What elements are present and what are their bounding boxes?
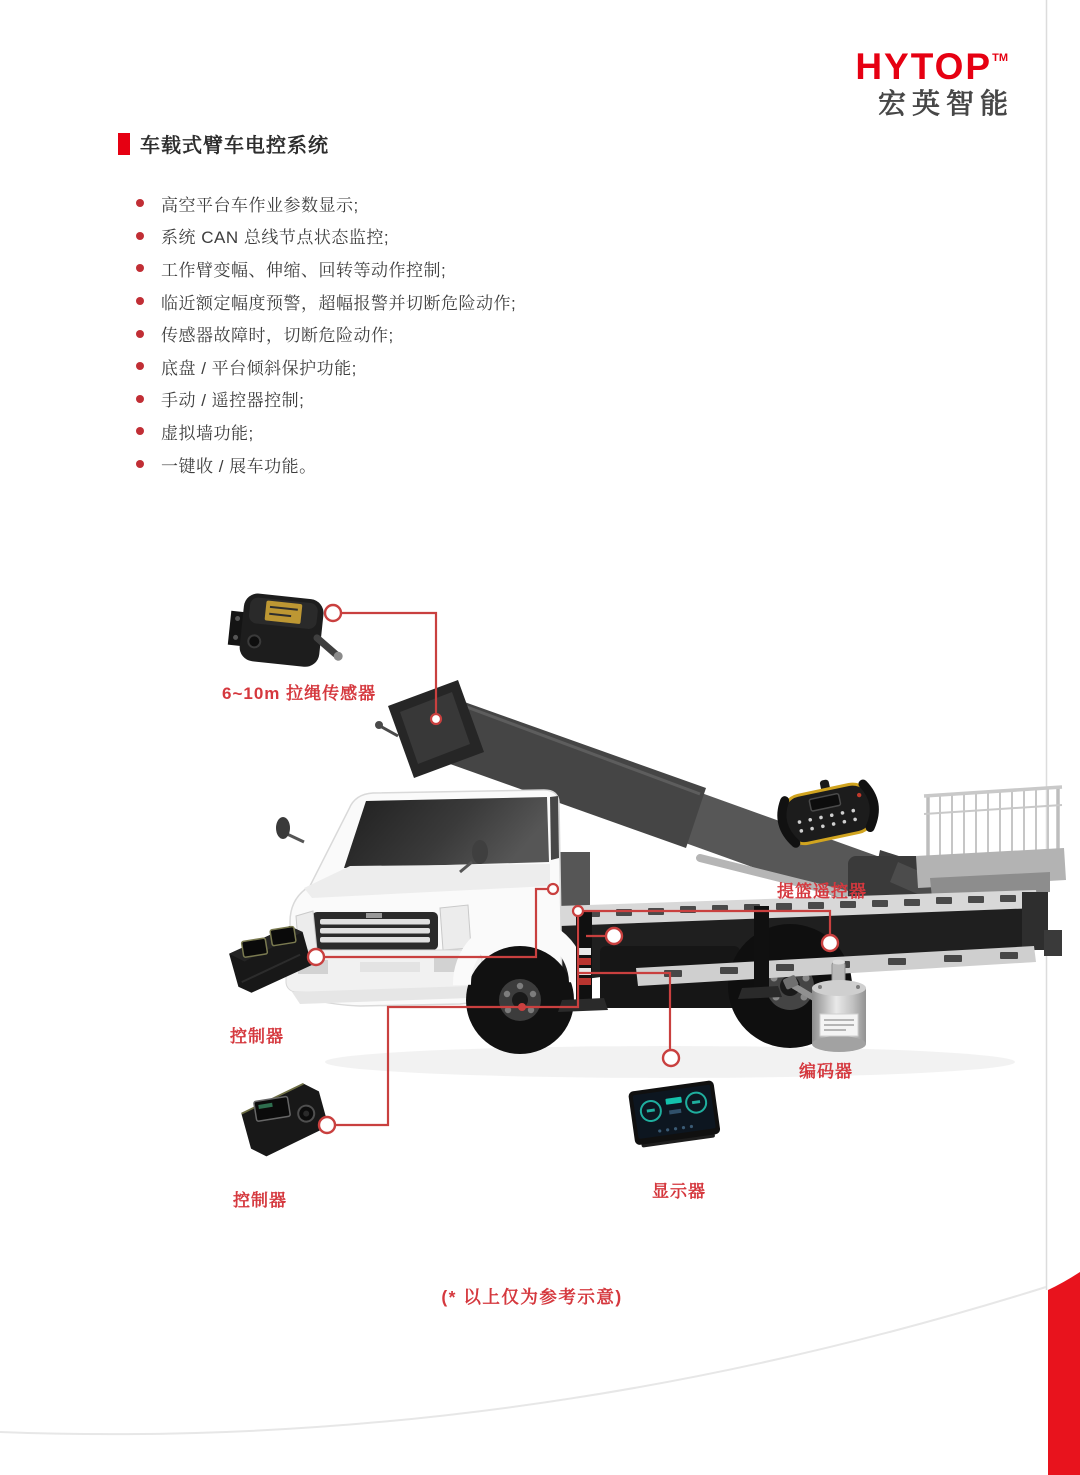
label-controller-bottom: 控制器 [233, 1191, 287, 1210]
endpoint-circle-bed [606, 928, 622, 944]
label-controller-top: 控制器 [230, 1027, 284, 1046]
endpoint-circle-controller-bottom [319, 1117, 335, 1133]
feature-item: 手动 / 遥控器控制; [136, 383, 516, 416]
feature-item: 底盘 / 平台倾斜保护功能; [136, 350, 516, 383]
endpoint-circle-rope-sensor [325, 605, 341, 621]
anchor-dot-boom [431, 714, 441, 724]
endpoint-circle-display [663, 1050, 679, 1066]
feature-item: 传感器故障时，切断危险动作; [136, 317, 516, 350]
endpoint-circle-controller-top [308, 949, 324, 965]
brand-wordmark: HYTOP [855, 46, 993, 87]
feature-item: 临近额定幅度预警，超幅报警并切断危险动作; [136, 285, 516, 318]
anchor-dot-chassis [518, 1003, 526, 1011]
trademark-mark: TM [992, 52, 1008, 64]
anchor-dot-outrigger [573, 906, 583, 916]
reference-footnote: (* 以上仅为参考示意) [441, 1287, 623, 1307]
endpoint-circle-encoder [822, 935, 838, 951]
decor-gray-curve [0, 1287, 1046, 1434]
brand-company-name: 宏英智能 [877, 88, 1014, 119]
controller-bottom-device [238, 1081, 331, 1159]
decor-red-corner [1048, 1272, 1080, 1475]
rope-sensor-device [226, 591, 348, 671]
label-display: 显示器 [652, 1182, 706, 1201]
basket-remote-device [776, 771, 880, 849]
feature-item: 系统 CAN 总线节点状态监控; [136, 220, 516, 253]
feature-item: 一键收 / 展车功能。 [136, 448, 516, 481]
feature-item: 虚拟墙功能; [136, 415, 516, 448]
anchor-dot-pivot [548, 884, 558, 894]
label-rope-sensor: 6~10m 拉绳传感器 [222, 684, 377, 703]
label-basket-remote: 提篮遥控器 [777, 882, 867, 901]
label-encoder: 编码器 [799, 1062, 853, 1081]
feature-item: 高空平台车作业参数显示; [136, 187, 516, 220]
display-device [628, 1080, 721, 1148]
headlight-right [440, 905, 471, 950]
page-title: 车载式臂车电控系统 [140, 135, 329, 157]
feature-item: 工作臂变幅、伸缩、回转等动作控制; [136, 252, 516, 285]
